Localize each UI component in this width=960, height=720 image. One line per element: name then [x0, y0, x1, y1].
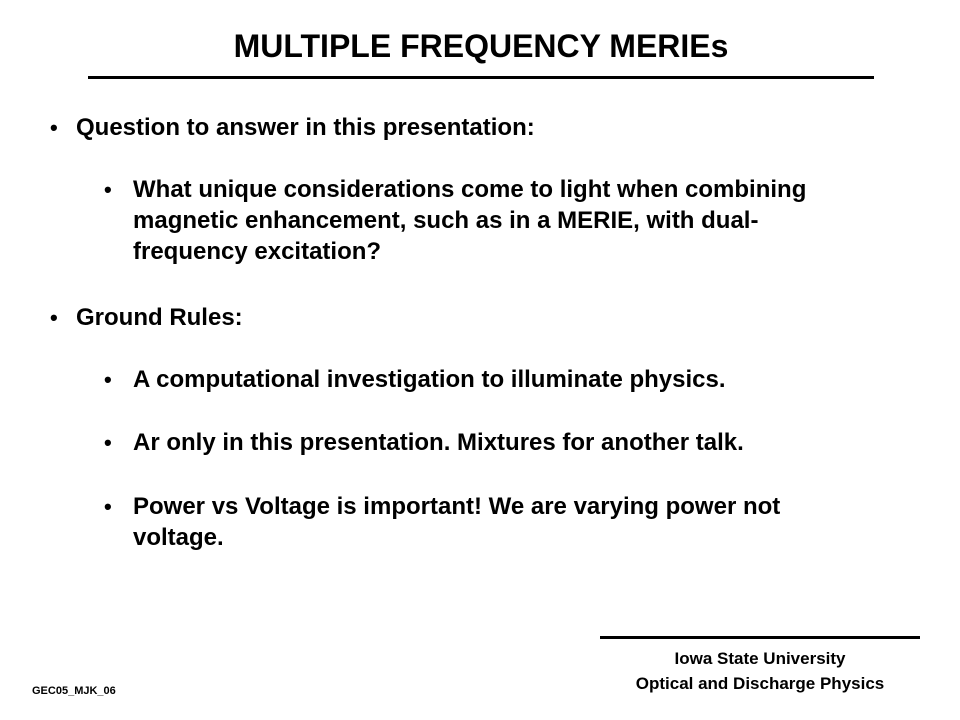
footer-group: Optical and Discharge Physics [635, 674, 885, 693]
bullet-text: What unique considerations come to light when combining magnetic enhancement, such as in a MERIE, with dual-frequency excitation? [133, 176, 807, 265]
bullet-text: Ground Rules: [76, 304, 243, 331]
footer-institution: Iowa State University [674, 649, 846, 668]
bullet-dot-icon: • [104, 367, 112, 392]
subbullet-considerations [104, 174, 873, 267]
bullet-text: A computational investigation to illuminate physics. [133, 366, 726, 393]
slide-code: GEC05_MJK_06 [32, 685, 116, 697]
bullet-dot-icon: • [104, 430, 112, 455]
slide-title: MULTIPLE FREQUENCY MERIEs [233, 28, 729, 64]
bullet-dot-icon: • [50, 115, 58, 140]
bullet-dot-icon: • [50, 305, 58, 330]
bullet-ground-rules [50, 302, 876, 333]
title-divider [88, 76, 874, 79]
subbullet-computational [104, 364, 873, 395]
footer-divider [600, 636, 920, 639]
bullet-text: Ar only in this presentation. Mixtures for another talk. [133, 429, 744, 456]
bullet-dot-icon: • [104, 177, 112, 202]
subbullet-power-vs-voltage [104, 491, 873, 553]
bullet-dot-icon: • [104, 494, 112, 519]
bullet-text: Power vs Voltage is important! We are varying power not voltage. [133, 493, 781, 551]
subbullet-ar-only [104, 427, 873, 458]
bullet-text: Question to answer in this presentation: [76, 114, 535, 141]
bullet-question [50, 112, 876, 143]
